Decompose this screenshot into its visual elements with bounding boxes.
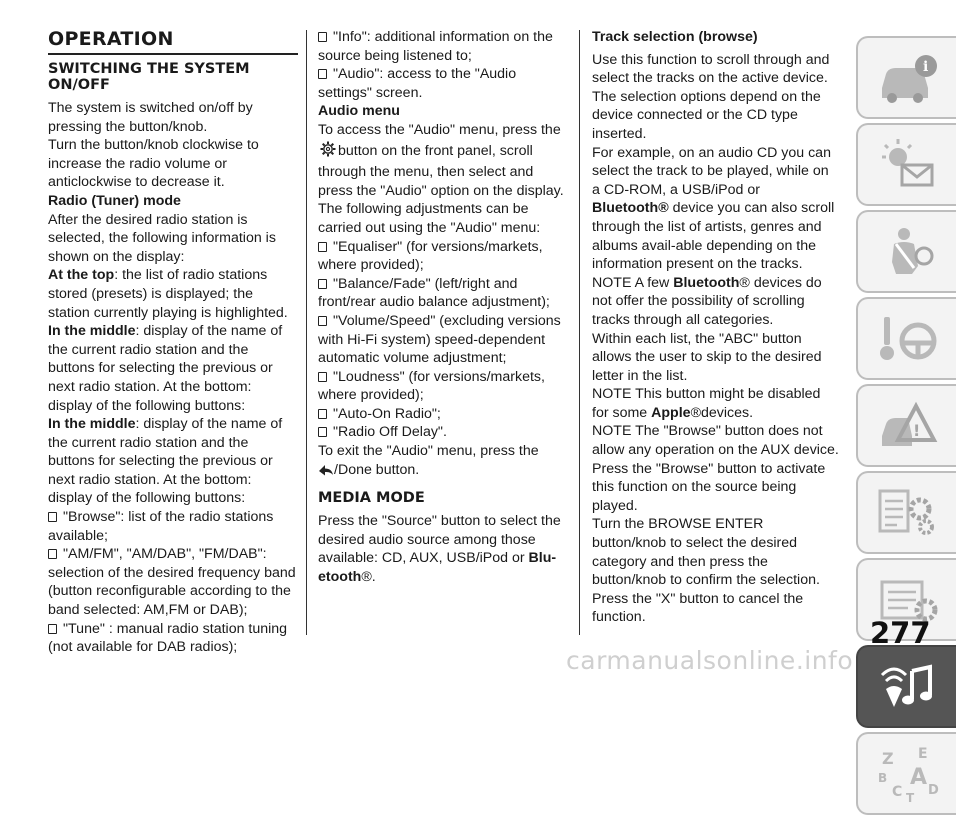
tab-car-info[interactable] [856,36,956,119]
column-middle [318,28,568,587]
text: ®. [361,569,376,586]
text: NOTE A few [592,274,674,291]
car-info-icon [872,48,942,108]
list-item [318,275,568,312]
heading-track-selection: Track selection (browse) [592,29,758,45]
text: To access the "Audio" menu, press the [318,121,561,138]
svg-text:C: C [892,783,903,800]
tab-emergency[interactable] [856,384,956,467]
note [592,385,840,422]
paragraph: After the desired radio station is selected, the following information is shown on the display: [48,211,276,265]
tab-safety[interactable] [856,210,956,293]
text: : display of the name of the current radio station and the buttons for selecting the previous or next radio station. At the bottom: display of the following buttons: [48,323,283,414]
bullet-icon [318,279,327,289]
svg-text:i: i [923,58,929,75]
svg-text:Z: Z [882,748,894,768]
section-title: OPERATION [48,28,298,55]
back-arrow-icon [318,463,334,483]
tab-index[interactable] [856,732,956,815]
multimedia-music-icon [872,657,942,717]
list-item [318,28,568,65]
list-item [318,368,568,405]
label-at-top: At the top [48,267,115,284]
note [592,274,840,330]
text: ®devices. [690,404,754,421]
svg-text:E: E [918,745,928,762]
text: : the list of radio stations stored (presets) is displayed; the station currently playing is highlighted. [48,267,288,321]
svg-text:D: D [928,782,939,798]
paragraph [48,322,298,415]
list-item [318,238,568,275]
section-title-media-mode: MEDIA MODE [318,490,425,507]
text: "Tune" : manual radio station tuning (not available for DAB radios); [48,620,288,656]
paragraph: Turn the button/knob clockwise to increase the radio volume or anticlockwise to decrease it. [48,137,259,191]
text: "Browse": list of the radio stations available; [48,509,274,544]
seatbelt-person-icon [872,222,942,282]
text: "AM/FM", "AM/DAB", "FM/DAB": selection of the desired frequency band (button reconfigurable according to the band selected: AM,FM or DAB); [48,546,296,619]
paragraph [318,512,568,586]
text: "Auto-On Radio"; [333,405,441,422]
bullet-icon [318,69,327,79]
heading-radio-mode: Radio (Tuner) mode [48,192,181,209]
paragraph [48,415,298,508]
column-right [592,28,840,627]
paragraph: Within each list, the "ABC" button allows the user to skip to the desired letter in the list. [592,330,822,384]
text: "Equaliser" (for versions/markets, where provided); [318,238,543,274]
svg-text:!: ! [913,420,921,440]
paragraph: Press the "X" button to cancel the function. [592,590,804,626]
text: "Balance/Fade" (left/right and front/rear audio balance adjustment); [318,275,550,311]
bullet-icon [48,549,57,559]
text: Press the "Source" button to select the desired audio source among those available: CD, AUX, USB/iPod or [318,513,561,567]
list-item [48,545,298,619]
svg-text:A: A [910,764,928,790]
key-steering-wheel-icon [872,309,942,369]
list-item [318,65,568,102]
text: Bluetooth® [592,200,669,217]
column-divider [579,30,580,635]
column-divider [306,30,307,635]
svg-text:B: B [878,770,888,785]
paragraph [592,144,840,274]
bullet-icon [318,316,327,326]
paragraph [318,121,568,238]
chapter-tabs [856,36,960,819]
text: Blu-etooth [318,550,557,586]
list-item [318,423,568,442]
paragraph: The system is switched on/off by pressing the button/knob. [48,100,253,135]
alphabetical-index-icon [872,744,942,804]
text: device you can also scroll through the list of artists, genres and albums avail-able depending on the information present on the tracks. [592,200,835,273]
svg-text:T: T [906,790,915,804]
paragraph [318,442,568,482]
text: : display of the name of the current radio station and the buttons for selecting the previous or next radio station. At the bottom: display of the following buttons: [48,416,283,507]
maintenance-gears-icon [872,483,942,543]
text: button on the front panel, scroll through the menu, then select and press the "Audio" option on the display. The following adjustments can be carried out using the "Audio" menu: [318,142,564,236]
column-left [48,28,298,657]
page-number: 277 [870,616,931,650]
paragraph: Use this function to scroll through and select the tracks on the active device. The selection options depend on the device connected or the CD type inserted. [592,51,830,142]
bullet-icon [318,427,327,437]
paragraph: Press the "Browse" button to activate this function on the source being played. [592,460,826,514]
bullet-icon [318,372,327,382]
tab-maintenance[interactable] [856,471,956,554]
list-item [318,312,568,368]
list-item [48,508,298,545]
text: ® devices do not offer the possibility of scrolling tracks through all categories. [592,274,822,328]
paragraph: Turn the BROWSE ENTER button/knob to select the desired category and then press the button/knob to confirm the selection. [592,516,820,589]
text: "Info": additional information on the source being listened to; [318,29,553,64]
bullet-icon [318,409,327,419]
text: NOTE This button might be disabled for some [592,386,821,421]
text: "Volume/Speed" (excluding versions with Hi-Fi system) speed-dependent automatic volume adjustment; [318,312,561,367]
paragraph [48,266,298,322]
bullet-icon [48,512,57,522]
settings-gear-icon [318,140,338,164]
emergency-triangle-icon [872,396,942,456]
heading-audio-menu: Audio menu [318,103,400,120]
warning-light-envelope-icon [872,135,942,195]
text: For example, on an audio CD you can select the track to be played, while on a CD-ROM, a USB/iPod or [592,144,831,198]
text: /Done button. [334,461,420,478]
text: Bluetooth [673,274,740,291]
text: "Radio Off Delay". [333,424,447,441]
subsection-title: SWITCHING THE SYSTEM ON/OFF [48,61,250,93]
label-in-middle: In the middle [48,323,136,340]
bullet-icon [318,242,327,252]
note: NOTE The "Browse" button does not allow any operation on the AUX device. [592,423,839,459]
text: To exit the "Audio" menu, press the [318,443,539,460]
text: Apple [651,404,691,421]
tab-warning-lights[interactable] [856,123,956,206]
text: "Loudness" (for versions/markets, where provided); [318,368,545,404]
list-item [48,620,298,657]
bullet-icon [318,32,327,42]
label-in-middle: In the middle [48,416,136,433]
tab-multimedia[interactable] [856,645,956,728]
text: "Audio": access to the "Audio settings" screen. [318,66,517,101]
bullet-icon [48,624,57,634]
tab-driving[interactable] [856,297,956,380]
list-item [318,405,568,424]
watermark: carmanualsonline.info [566,646,854,675]
